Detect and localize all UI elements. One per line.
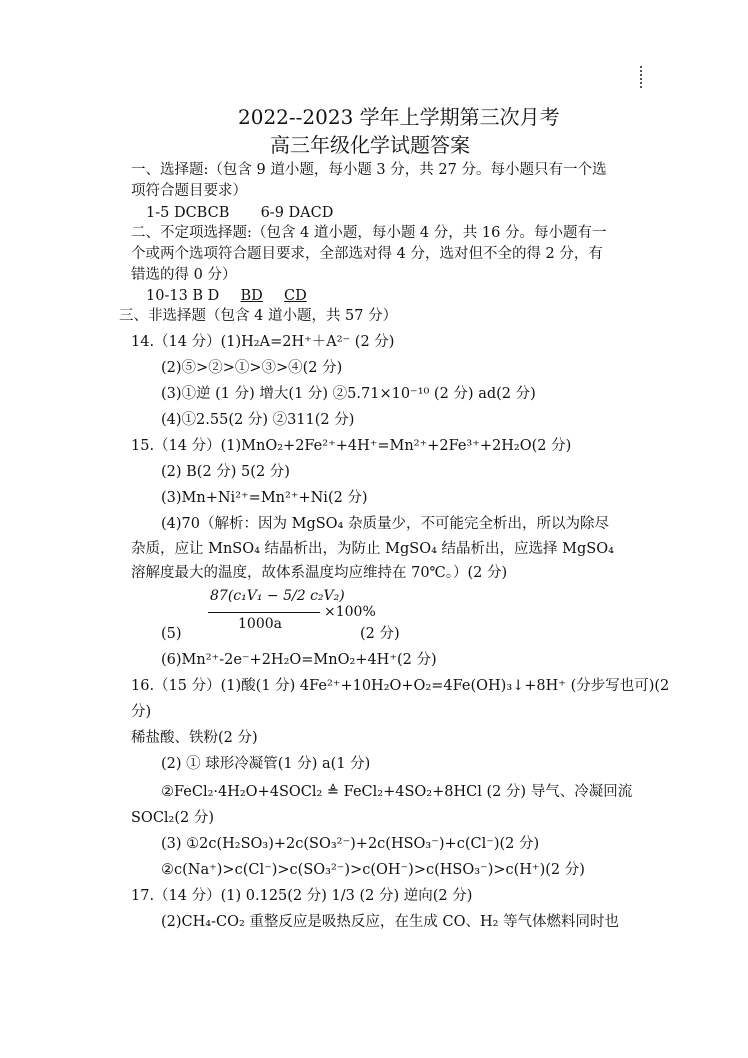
- q16-line3: 稀盐酸、铁粉(2 分): [131, 730, 258, 746]
- q15-line1: 15.（14 分）(1)MnO₂+2Fe²⁺+4H⁺=Mn²⁺+2Fe³⁺+2H₂O(2 分): [131, 438, 572, 454]
- document-subtitle: 高三年级化学试题答案: [270, 133, 470, 157]
- q14-line2: (2)⑤>②>①>③>④(2 分): [161, 360, 343, 376]
- q15-line8: (6)Mn²⁺-2e⁻+2H₂O=MnO₂+4H⁺(2 分): [161, 652, 437, 668]
- answers-10-13: 10-13 B D: [146, 288, 220, 304]
- q16-line2: 分): [131, 704, 152, 720]
- fraction-numerator: 87(c₁V₁ − 5/2 c₂V₂): [210, 588, 345, 604]
- section2-heading-cont2: 错选的得 0 分）: [131, 267, 237, 283]
- section1-heading-cont: 项符合题目要求）: [131, 183, 247, 199]
- q15-line5: 杂质，应让 MnSO₄ 结晶析出，为防止 MgSO₄ 结晶析出，应选择 MgSO₄: [131, 541, 614, 557]
- q16-line5: ②FeCl₂·4H₂O+4SOCl₂ ≜ FeCl₂+4SO₂+8HCl (2 分) 导气、冷凝回流: [161, 784, 633, 800]
- q17-line1: 17.（14 分）(1) 0.125(2 分) 1/3 (2 分) 逆向(2 分): [131, 888, 473, 904]
- q15-fraction: [200, 588, 376, 634]
- answer-cd: CD: [284, 288, 307, 304]
- section3-heading: 三、非选择题（包含 4 道小题，共 57 分）: [119, 308, 398, 324]
- q16-line4: (2) ① 球形冷凝管(1 分) a(1 分): [161, 756, 371, 772]
- section1-answers: [146, 203, 333, 223]
- fraction-denominator: 1000a: [238, 616, 282, 632]
- fraction-percent: ×100%: [324, 604, 376, 620]
- answers-1-5: 1-5 DCBCB: [146, 205, 230, 221]
- fraction-bar: [208, 612, 320, 613]
- answers-6-9: 6-9 DACD: [260, 205, 334, 221]
- q14-line3: (3)①逆 (1 分) 增大(1 分) ②5.71×10⁻¹⁰ (2 分) ad(2 分): [161, 386, 536, 402]
- q15-line7-score: (2 分): [360, 626, 400, 642]
- section2-heading-cont: 个或两个选项符合题目要求，全部选对得 4 分，选对但不全的得 2 分，有: [131, 246, 603, 262]
- section1-heading: 一、选择题:（包含 9 道小题，每小题 3 分，共 27 分。每小题只有一个选: [131, 162, 607, 178]
- q15-line3: (3)Mn+Ni²⁺=Mn²⁺+Ni(2 分): [161, 490, 368, 506]
- q14-line1: 14.（14 分）(1)H₂A=2H⁺＋A²⁻ (2 分): [131, 334, 395, 350]
- document-title: 2022--2023 学年上学期第三次月考: [238, 105, 560, 129]
- q15-line7-label: (5): [161, 626, 182, 642]
- margin-dot-marks: [640, 66, 644, 88]
- q15-line2: (2) B(2 分) 5(2 分): [161, 464, 290, 480]
- q15-line4: (4)70（解析：因为 MgSO₄ 杂质量少，不可能完全析出，所以为除尽: [161, 516, 609, 532]
- q16-line7: (3) ①2c(H₂SO₃)+2c(SO₃²⁻)+2c(HSO₃⁻)+c(Cl⁻)(2 分): [161, 836, 540, 852]
- q14-line4: (4)①2.55(2 分) ②311(2 分): [161, 412, 355, 428]
- section2-answers: [146, 286, 307, 306]
- q16-line8: ②c(Na⁺)>c(Cl⁻)>c(SO₃²⁻)>c(OH⁻)>c(HSO₃⁻)>c(H⁺)(2 分): [161, 862, 585, 878]
- q16-line6: SOCl₂(2 分): [131, 810, 215, 826]
- answer-bd: BD: [240, 288, 263, 304]
- q16-line1: 16.（15 分）(1)酸(1 分) 4Fe²⁺+10H₂O+O₂=4Fe(OH)₃↓+8H⁺ (分步写也可)(2: [131, 678, 670, 694]
- q15-line6: 溶解度最大的温度，故体系温度均应维持在 70℃。）(2 分): [131, 565, 508, 581]
- section2-heading: 二、不定项选择题:（包含 4 道小题，每小题 4 分，共 16 分。每小题有一: [131, 225, 607, 241]
- q17-line2: (2)CH₄-CO₂ 重整反应是吸热反应，在生成 CO、H₂ 等气体燃料同时也: [161, 914, 620, 930]
